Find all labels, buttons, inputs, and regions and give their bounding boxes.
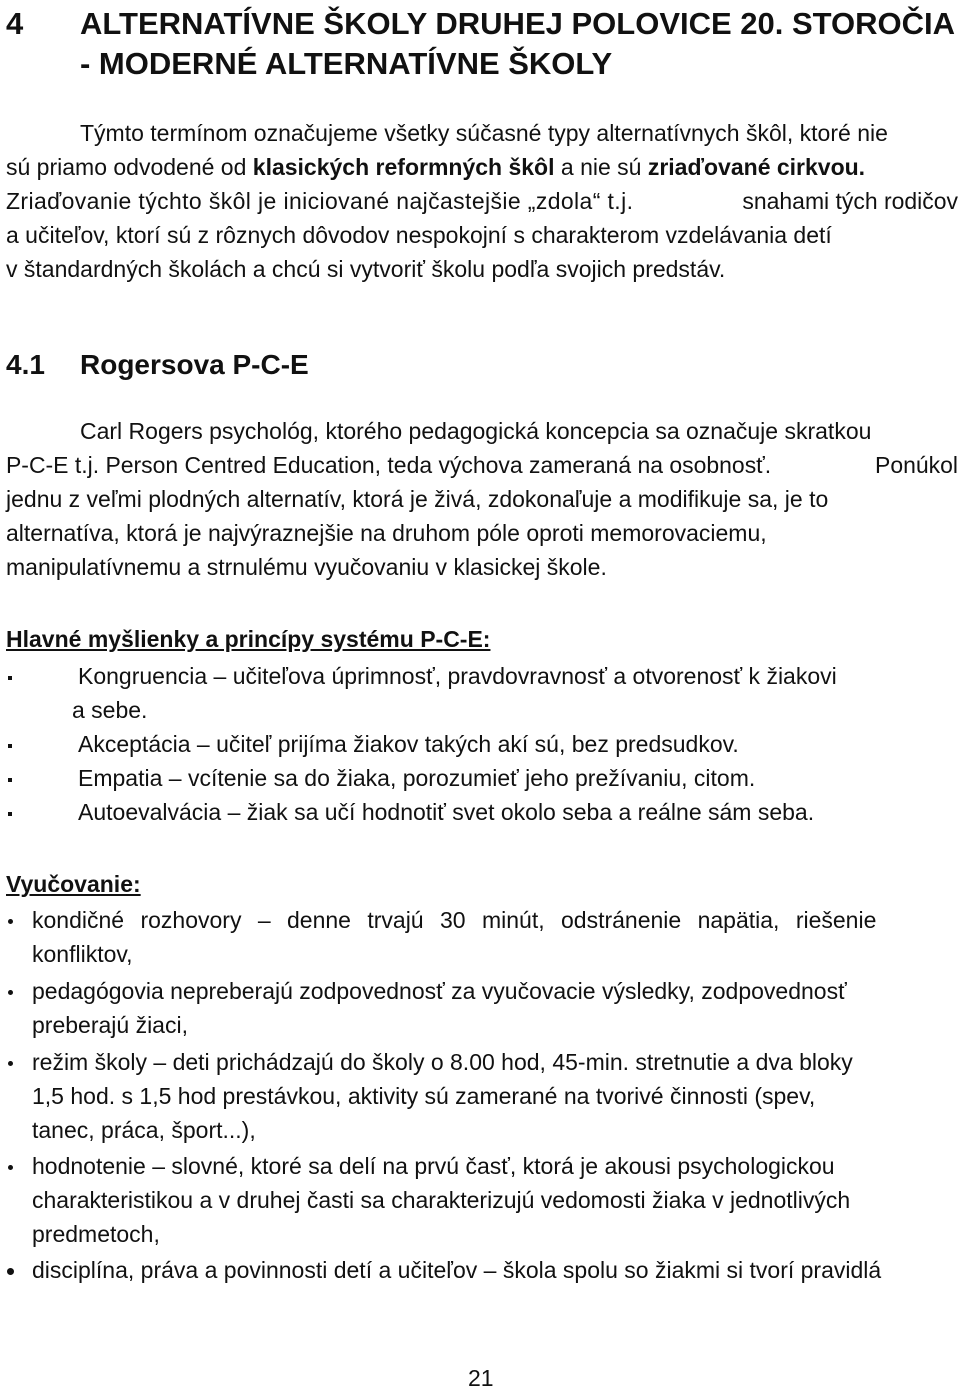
section-number: 4.1 (6, 349, 45, 380)
bullet-dot-icon (7, 1268, 14, 1275)
teaching-item-2-line-2: preberajú žiaci, (32, 1012, 188, 1038)
teaching-item-1-line-1: kondičné rozhovory – denne trvajú 30 minút, odstránenie napätia, riešenie (32, 907, 877, 933)
teaching-item-4-line-2: charakteristikou a v druhej časti sa charakterizujú vedomosti žiaka v jednotlivých (32, 1187, 851, 1213)
principle-item-congruence: Kongruencia – učiteľova úprimnosť, pravdovravnosť a otvorenosť k žiakovi (78, 663, 837, 689)
teaching-item-5-line-1: disciplína, práva a povinnosti detí a učiteľov – škola spolu so žiakmi si tvorí pravidlá (32, 1257, 882, 1283)
section-title: Rogersova P-C-E (80, 349, 309, 380)
intro-line-1: Týmto termínom označujeme všetky súčasné typy alternatívnych škôl, ktoré nie (80, 120, 888, 146)
teaching-item-4-line-3: predmetoch, (32, 1221, 160, 1247)
teaching-item-3-line-2: 1,5 hod. s 1,5 hod prestávkou, aktivity sú zamerané na tvorivé činnosti (spev, (32, 1083, 816, 1109)
bullet-dot-icon (8, 1165, 13, 1170)
intro-line-3: Zriaďovanie týchto škôl je iniciované najčastejšie „zdola“ t.j. snahami tých rodičov (6, 188, 958, 214)
square-bullet-icon (8, 778, 12, 782)
section-para-line-4: alternatíva, ktorá je najvýraznejšie na druhom póle oproti memorovaciemu, (6, 520, 767, 546)
chapter-title-line1: ALTERNATÍVNE ŠKOLY DRUHEJ POLOVICE 20. STOROČIA (80, 6, 956, 41)
principles-title: Hlavné myšlienky a princípy systému P-C-E: (6, 626, 491, 652)
bullet-dot-icon (8, 990, 13, 995)
teaching-item-2-line-1: pedagógovia nepreberajú zodpovednosť za vyučovacie výsledky, zodpovednosť (32, 978, 847, 1004)
square-bullet-icon (8, 744, 12, 748)
intro-line-5: v štandardných školách a chcú si vytvoriť školu podľa svojich predstáv. (6, 256, 726, 282)
square-bullet-icon (8, 676, 12, 680)
section-para-line-2: P-C-E t.j. Person Centred Education, teda výchova zameraná na osobnosť. Ponúkol (6, 452, 958, 478)
intro-line-4: a učiteľov, ktorí sú z rôznych dôvodov nespokojní s charakterom vzdelávania detí (6, 222, 832, 248)
principle-item-empathy: Empatia – vcítenie sa do žiaka, porozumieť jeho prežívaniu, citom. (78, 765, 756, 791)
principle-item-congruence-cont: a sebe. (72, 697, 148, 723)
page-number: 21 (468, 1365, 494, 1391)
teaching-title: Vyučovanie: (6, 871, 141, 897)
teaching-item-3-line-1: režim školy – deti prichádzajú do školy o 8.00 hod, 45-min. stretnutie a dva bloky (32, 1049, 853, 1075)
intro-line-2: sú priamo odvodené od klasických reformných škôl a nie sú zriaďované cirkvou. (6, 154, 866, 180)
principle-item-self-evaluation: Autoevalvácia – žiak sa učí hodnotiť svet okolo seba a reálne sám seba. (78, 799, 815, 825)
bullet-dot-icon (8, 919, 13, 924)
teaching-item-1-line-2: konfliktov, (32, 941, 133, 967)
square-bullet-icon (8, 812, 12, 816)
teaching-item-4-line-1: hodnotenie – slovné, ktoré sa delí na prvú časť, ktorá je akousi psychologickou (32, 1153, 835, 1179)
section-para-line-3: jednu z veľmi plodných alternatív, ktorá je živá, zdokonaľuje a modifikuje sa, je to (6, 486, 829, 512)
bullet-dot-icon (8, 1061, 13, 1066)
chapter-title-line2: - MODERNÉ ALTERNATÍVNE ŠKOLY (80, 46, 613, 81)
chapter-number: 4 (6, 6, 24, 41)
teaching-item-3-line-3: tanec, práca, šport...), (32, 1117, 256, 1143)
section-para-line-5: manipulatívnemu a strnulému vyučovaniu v klasickej škole. (6, 554, 607, 580)
section-para-line-1: Carl Rogers psychológ, ktorého pedagogická koncepcia sa označuje skratkou (80, 418, 872, 444)
principle-item-acceptance: Akceptácia – učiteľ prijíma žiakov takých akí sú, bez predsudkov. (78, 731, 739, 757)
